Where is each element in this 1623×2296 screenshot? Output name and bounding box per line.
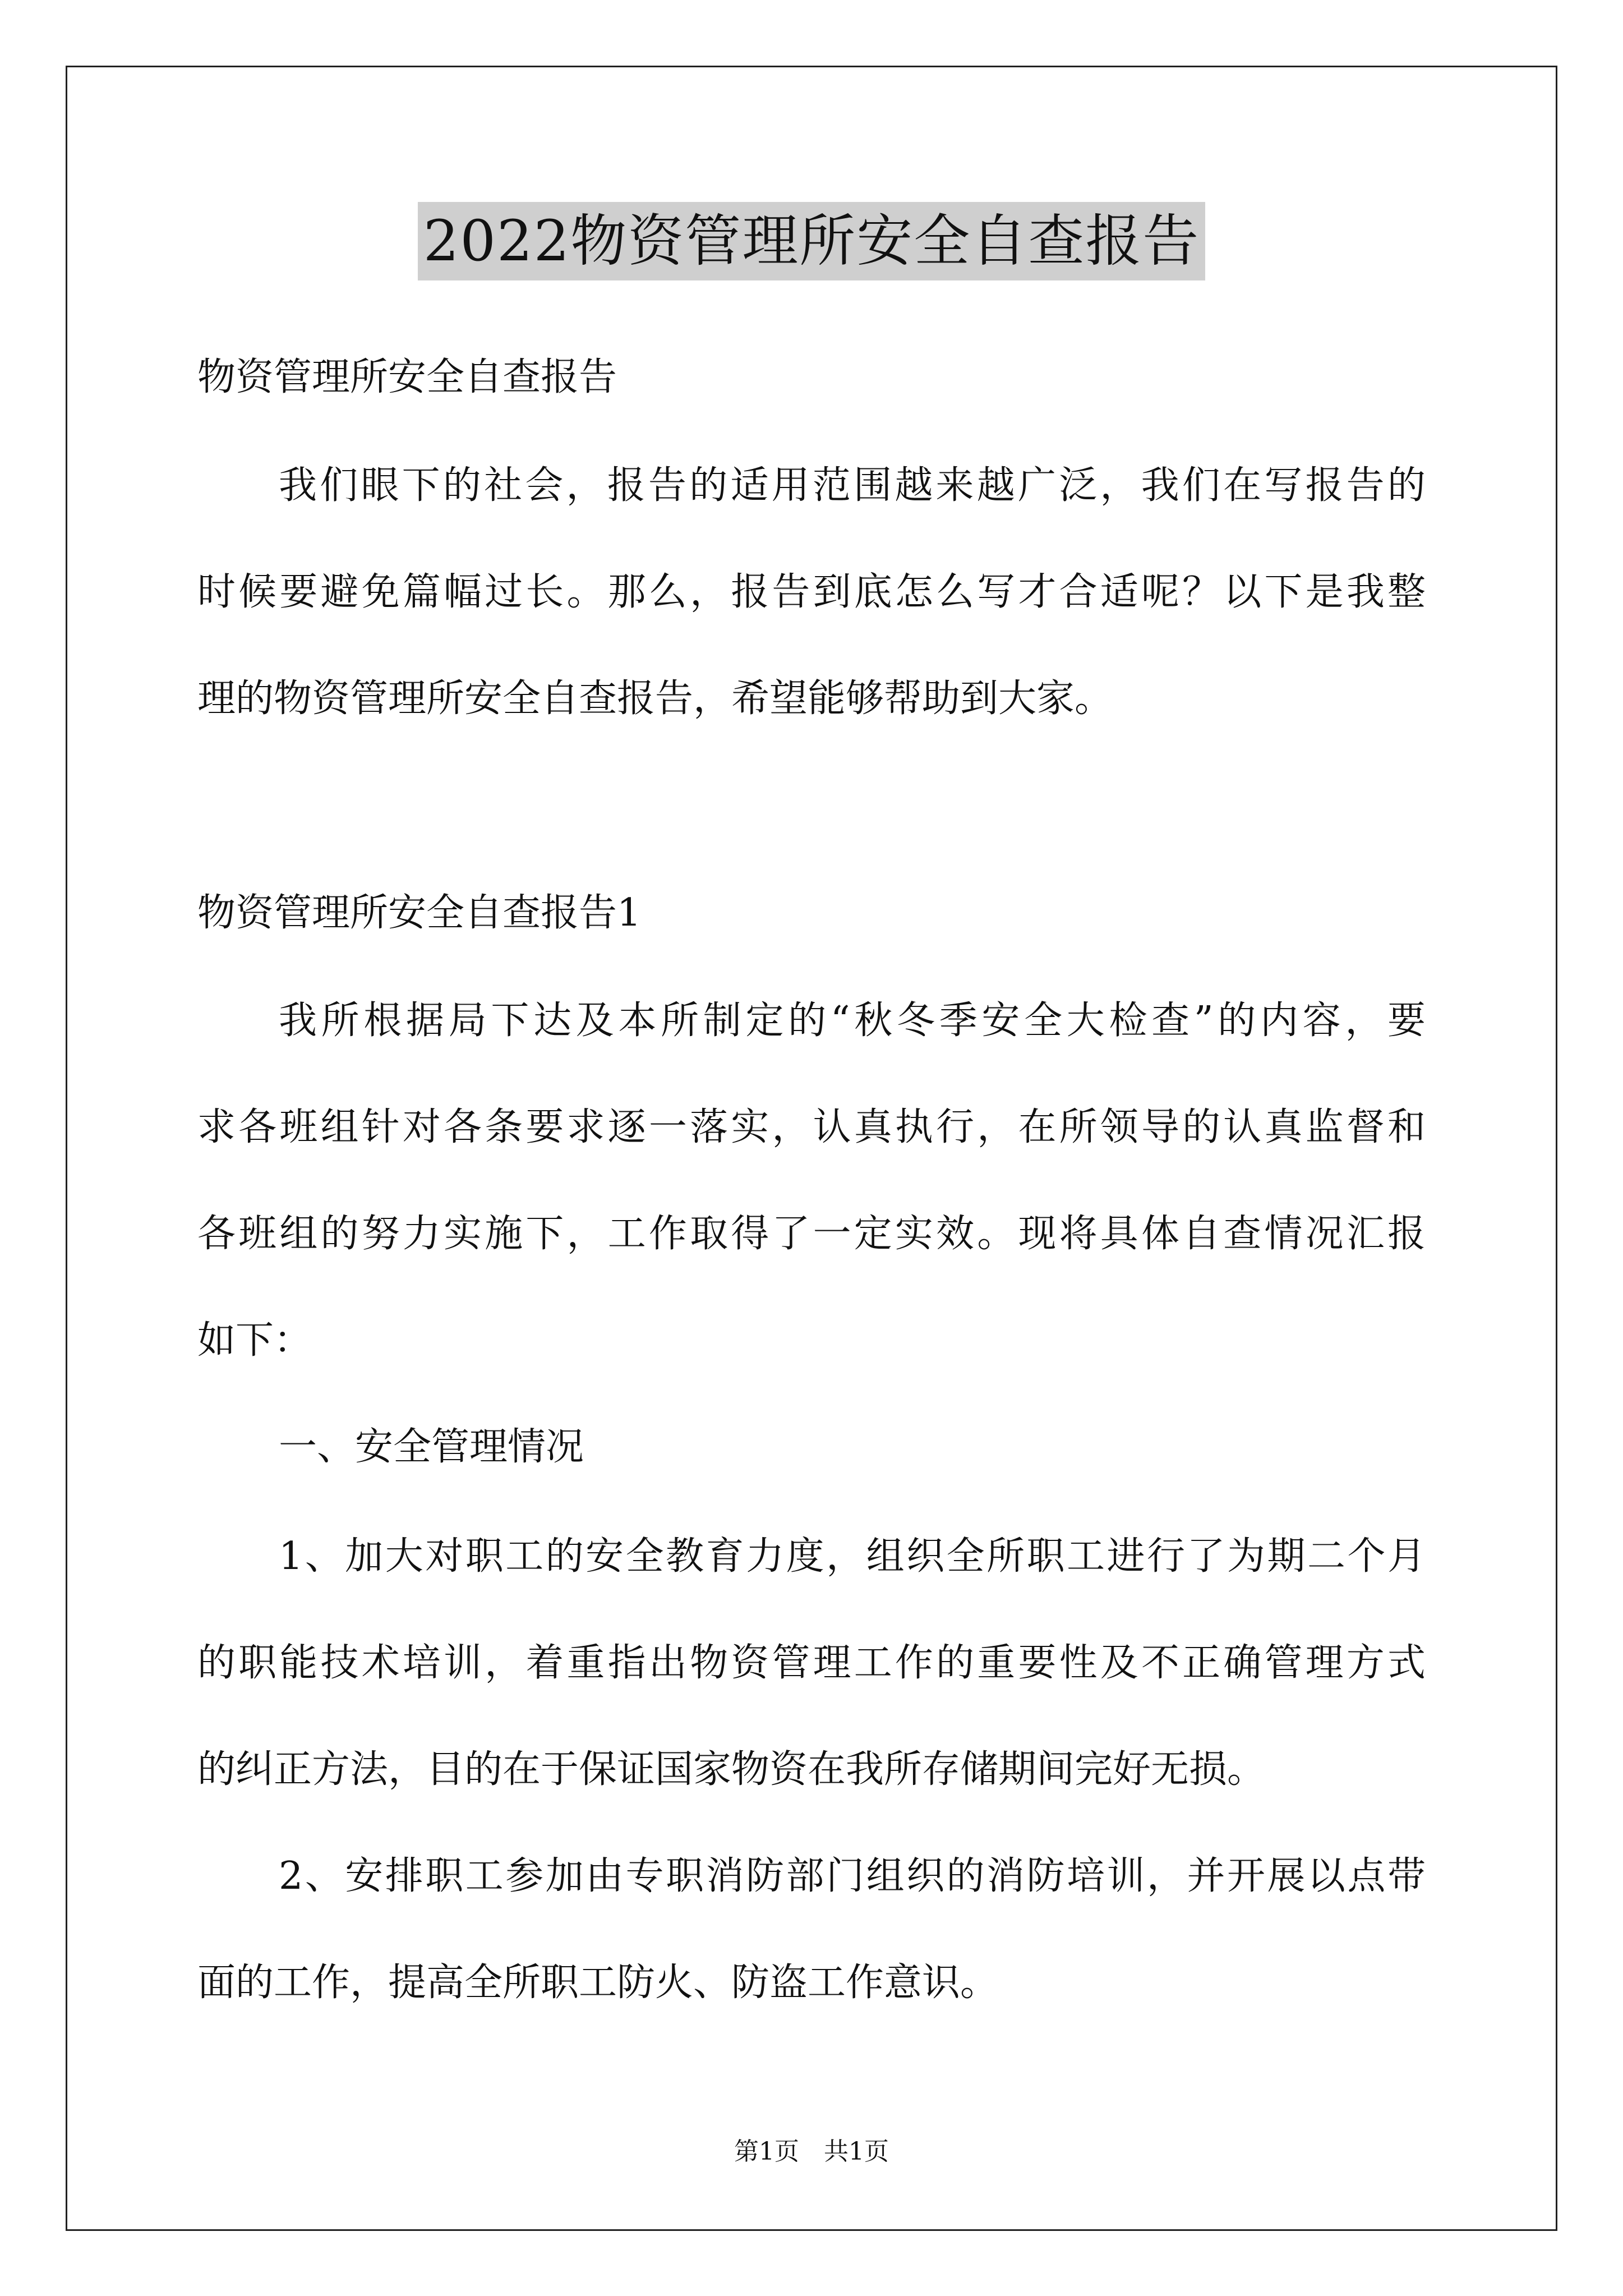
document-title: 2022物资管理所安全自查报告	[418, 202, 1206, 280]
item2-line-1: 2、安排职工参加由专职消防部门组织的消防培训，并开展以点带	[279, 1854, 1426, 1898]
intro-line-2: 时候要避免篇幅过长。那么，报告到底怎么写才合适呢？以下是我整	[197, 570, 1426, 614]
intro-line-3: 理的物资管理所安全自查报告，希望能够帮助到大家。	[197, 677, 1113, 721]
item2-line-2: 面的工作，提高全所职工防火、防盗工作意识。	[197, 1961, 999, 2005]
item1-line-2: 的职能技术培训，着重指出物资管理工作的重要性及不正确管理方式	[197, 1641, 1426, 1685]
intro-line-1: 我们眼下的社会，报告的适用范围越来越广泛，我们在写报告的	[279, 463, 1426, 508]
item1-line-3: 的纠正方法，目的在于保证国家物资在我所存储期间完好无损。	[197, 1747, 1266, 1792]
para1-line-1: 我所根据局下达及本所制定的“秋冬季安全大检查”的内容，要	[279, 999, 1426, 1043]
title-container	[0, 202, 1623, 280]
page-footer: 第1页 共1页	[734, 2137, 889, 2166]
para1-line-2: 求各班组针对各条要求逐一落实，认真执行，在所领导的认真监督和	[197, 1105, 1426, 1149]
section-heading: 物资管理所安全自查报告1	[197, 891, 642, 935]
para1-line-4: 如下：	[197, 1318, 312, 1363]
item1-line-1: 1、加大对职工的安全教育力度，组织全所职工进行了为期二个月	[279, 1534, 1426, 1579]
subheading-safety-management: 一、安全管理情况	[279, 1425, 584, 1469]
document-subtitle: 物资管理所安全自查报告	[197, 355, 617, 399]
para1-line-3: 各班组的努力实施下，工作取得了一定实效。现将具体自查情况汇报	[197, 1212, 1426, 1256]
